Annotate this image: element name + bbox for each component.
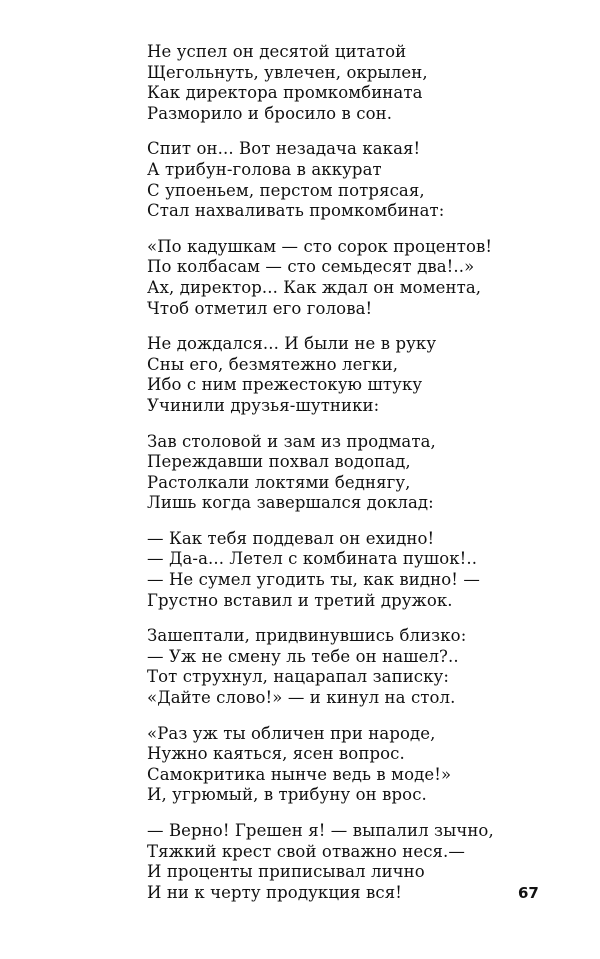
poem-line: — Как тебя поддевал он ехидно! bbox=[147, 528, 435, 548]
poem-line: Самокритика нынче ведь в моде!» bbox=[147, 764, 452, 784]
poem-line: Щегольнуть, увлечен, окрылен, bbox=[147, 62, 428, 82]
poem-line: Учинили друзья-шутники: bbox=[147, 395, 380, 415]
poem-line: Как директора промкомбината bbox=[147, 83, 423, 103]
poem-line: — Не сумел угодить ты, как видно! — bbox=[147, 570, 480, 590]
poem-line: И ни к черту продукция вся! bbox=[147, 882, 402, 902]
poem-line: Сны его, безмятежно легки, bbox=[147, 354, 399, 374]
poem-line: Ибо с ним прежестокую штуку bbox=[147, 375, 423, 395]
poem-line: Ах, директор... Как ждал он момента, bbox=[147, 277, 482, 297]
poem-line: Спит он... Вот незадача какая! bbox=[147, 139, 421, 159]
stanza bbox=[147, 139, 547, 221]
poem-line: Не дождался... И были не в руку bbox=[147, 334, 437, 354]
poem-line: — Верно! Грешен я! — выпалил зычно, bbox=[147, 821, 494, 840]
stanza bbox=[147, 432, 547, 514]
poem-line: Тот струхнул, нацарапал записку: bbox=[147, 667, 450, 687]
poem-line: Нужно каяться, ясен вопрос. bbox=[147, 744, 405, 764]
stanza bbox=[147, 821, 547, 903]
poem-line: Разморило и бросило в сон. bbox=[147, 103, 393, 123]
poem-line: Растолкали локтями беднягу, bbox=[147, 472, 411, 492]
poem-line: «По кадушкам — сто сорок процентов! bbox=[147, 236, 493, 256]
stanza bbox=[147, 626, 547, 708]
poem-line: — Уж не смену ль тебе он нашел?.. bbox=[147, 646, 459, 666]
poem-line: И, угрюмый, в трибуну он врос. bbox=[147, 785, 427, 805]
poem-line: Тяжкий крест свой отважно неся.— bbox=[147, 841, 466, 861]
stanza bbox=[147, 42, 547, 124]
stanza bbox=[147, 237, 547, 319]
poem-line: Зав столовой и зам из продмата, bbox=[147, 431, 436, 451]
poem-line: Стал нахваливать промкомбинат: bbox=[147, 201, 445, 221]
poem-line: Зашептали, придвинувшись близко: bbox=[147, 626, 467, 646]
page-number: 67 bbox=[518, 884, 539, 902]
poem-line: «Раз уж ты обличен при народе, bbox=[147, 723, 436, 743]
poem-line: А трибун-голова в аккурат bbox=[147, 159, 382, 179]
poem-line: С упоеньем, перстом потрясая, bbox=[147, 180, 425, 200]
poem-line: Лишь когда завершался доклад: bbox=[147, 493, 434, 513]
poem-line: Переждавши похвал водопад, bbox=[147, 452, 411, 472]
poem-line: И проценты приписывал лично bbox=[147, 862, 425, 882]
poem-body bbox=[147, 42, 547, 918]
poem-line: Не успел он десятой цитатой bbox=[147, 42, 407, 61]
poem-line: По колбасам — сто семьдесят два!..» bbox=[147, 257, 475, 277]
poem-line: Чтоб отметил его голова! bbox=[147, 298, 373, 318]
stanza bbox=[147, 724, 547, 806]
stanza bbox=[147, 334, 547, 416]
poem-line: «Дайте слово!» — и кинул на стол. bbox=[147, 688, 456, 708]
stanza bbox=[147, 529, 547, 611]
poem-line: Грустно вставил и третий дружок. bbox=[147, 590, 453, 610]
poem-line: — Да-а... Летел с комбината пушок!.. bbox=[147, 549, 478, 569]
